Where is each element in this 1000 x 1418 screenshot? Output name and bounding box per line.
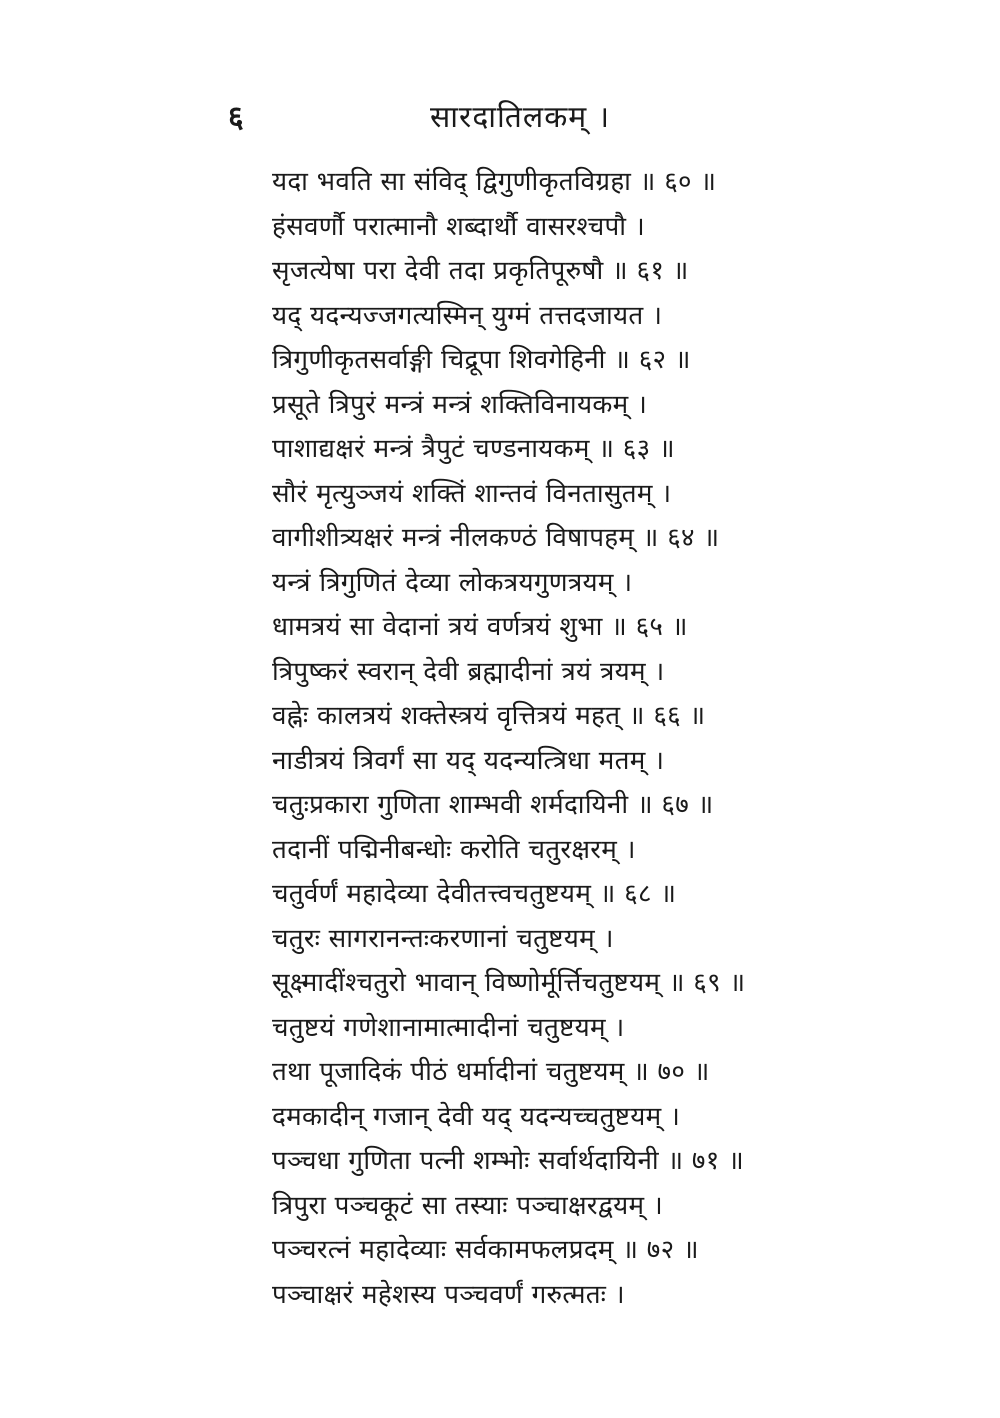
verse-line: प्रसूते त्रिपुरं मन्त्रं मन्त्रं शक्तिविनायकम् ।: [272, 389, 648, 420]
verse-line: चतुःप्रकारा गुणिता शाम्भवी शर्मदायिनी ॥ ६७ ॥: [272, 790, 714, 820]
verse-line: सौरं मृत्युञ्जयं शक्तिं शान्तवं विनतासुतम् ।: [272, 478, 672, 509]
verse-line: वागीशीत्र्यक्षरं मन्त्रं नीलकण्ठं विषापहम् ॥ ६४ ॥: [272, 523, 720, 553]
verse-line: धामत्रयं सा वेदानां त्रयं वर्णत्रयं शुभा ॥ ६५ ॥: [272, 612, 688, 642]
verse-line: सृजत्येषा परा देवी तदा प्रकृतिपूरुषौ ॥ ६१ ॥: [272, 256, 689, 286]
verse-line: नाडीत्रयं त्रिवर्गं सा यद् यदन्यत्त्रिधा मतम् ।: [272, 745, 665, 776]
verse-line: दमकादीन् गजान् देवी यद् यदन्यच्चतुष्टयम् ।: [272, 1101, 681, 1132]
verse-line: चतुष्टयं गणेशानामात्मादीनां चतुष्टयम् ।: [272, 1012, 625, 1043]
verse-line: वह्नेः कालत्रयं शक्तेस्त्रयं वृत्तित्रयं महत् ॥ ६६ ॥: [272, 701, 706, 731]
verse-line: यद् यदन्यज्जगत्यस्मिन् युग्मं तत्तदजायत ।: [272, 300, 663, 331]
verse-line: सूक्ष्मादींश्चतुरो भावान् विष्णोर्मूर्त्तिचतुष्टयम् ॥ ६९ ॥: [272, 968, 746, 998]
verse-line: चतुरः सागरानन्तःकरणानां चतुष्टयम् ।: [272, 923, 614, 954]
verse-line: पञ्चरत्नं महादेव्याः सर्वकामफलप्रदम् ॥ ७२ ॥: [272, 1235, 699, 1265]
verse-line: यन्त्रं त्रिगुणितं देव्या लोकत्रयगुणत्रयम् ।: [272, 567, 633, 598]
verse-line: त्रिपुष्करं स्वरान् देवी ब्रह्मादीनां त्रयं त्रयम् ।: [272, 656, 665, 687]
verse-line: तदानीं पद्मिनीबन्धोः करोति चतुरक्षरम् ।: [272, 834, 636, 865]
page-number: ६: [228, 100, 244, 135]
verse-line: पञ्चाक्षरं महेशस्य पञ्चवर्णं गरुत्मतः ।: [272, 1279, 625, 1310]
verse-line: तथा पूजादिकं पीठं धर्मादीनां चतुष्टयम् ॥ ७० ॥: [272, 1057, 710, 1087]
verse-line: त्रिपुरा पञ्चकूटं सा तस्याः पञ्चाक्षरद्वयम् ।: [272, 1190, 664, 1221]
verse-line: हंसवर्णौ परात्मानौ शब्दार्थौ वासरश्चपौ ।: [272, 211, 646, 242]
verse-line: यदा भवति सा संविद् द्विगुणीकृतविग्रहा ॥ ६० ॥: [272, 167, 717, 197]
verse-line: पञ्चधा गुणिता पत्नी शम्भोः सर्वार्थदायिनी ॥ ७१ ॥: [272, 1146, 744, 1176]
running-title: सारदातिलकम् ।: [430, 100, 611, 135]
verse-line: चतुर्वर्णं महादेव्या देवीतत्त्वचतुष्टयम् ॥ ६८ ॥: [272, 879, 677, 909]
verse-line: पाशाद्यक्षरं मन्त्रं त्रैपुटं चण्डनायकम् ॥ ६३ ॥: [272, 434, 675, 464]
verse-block: [272, 160, 872, 1317]
verse-line: त्रिगुणीकृतसर्वाङ्गी चिद्रूपा शिवगेहिनी ॥ ६२ ॥: [272, 345, 691, 375]
